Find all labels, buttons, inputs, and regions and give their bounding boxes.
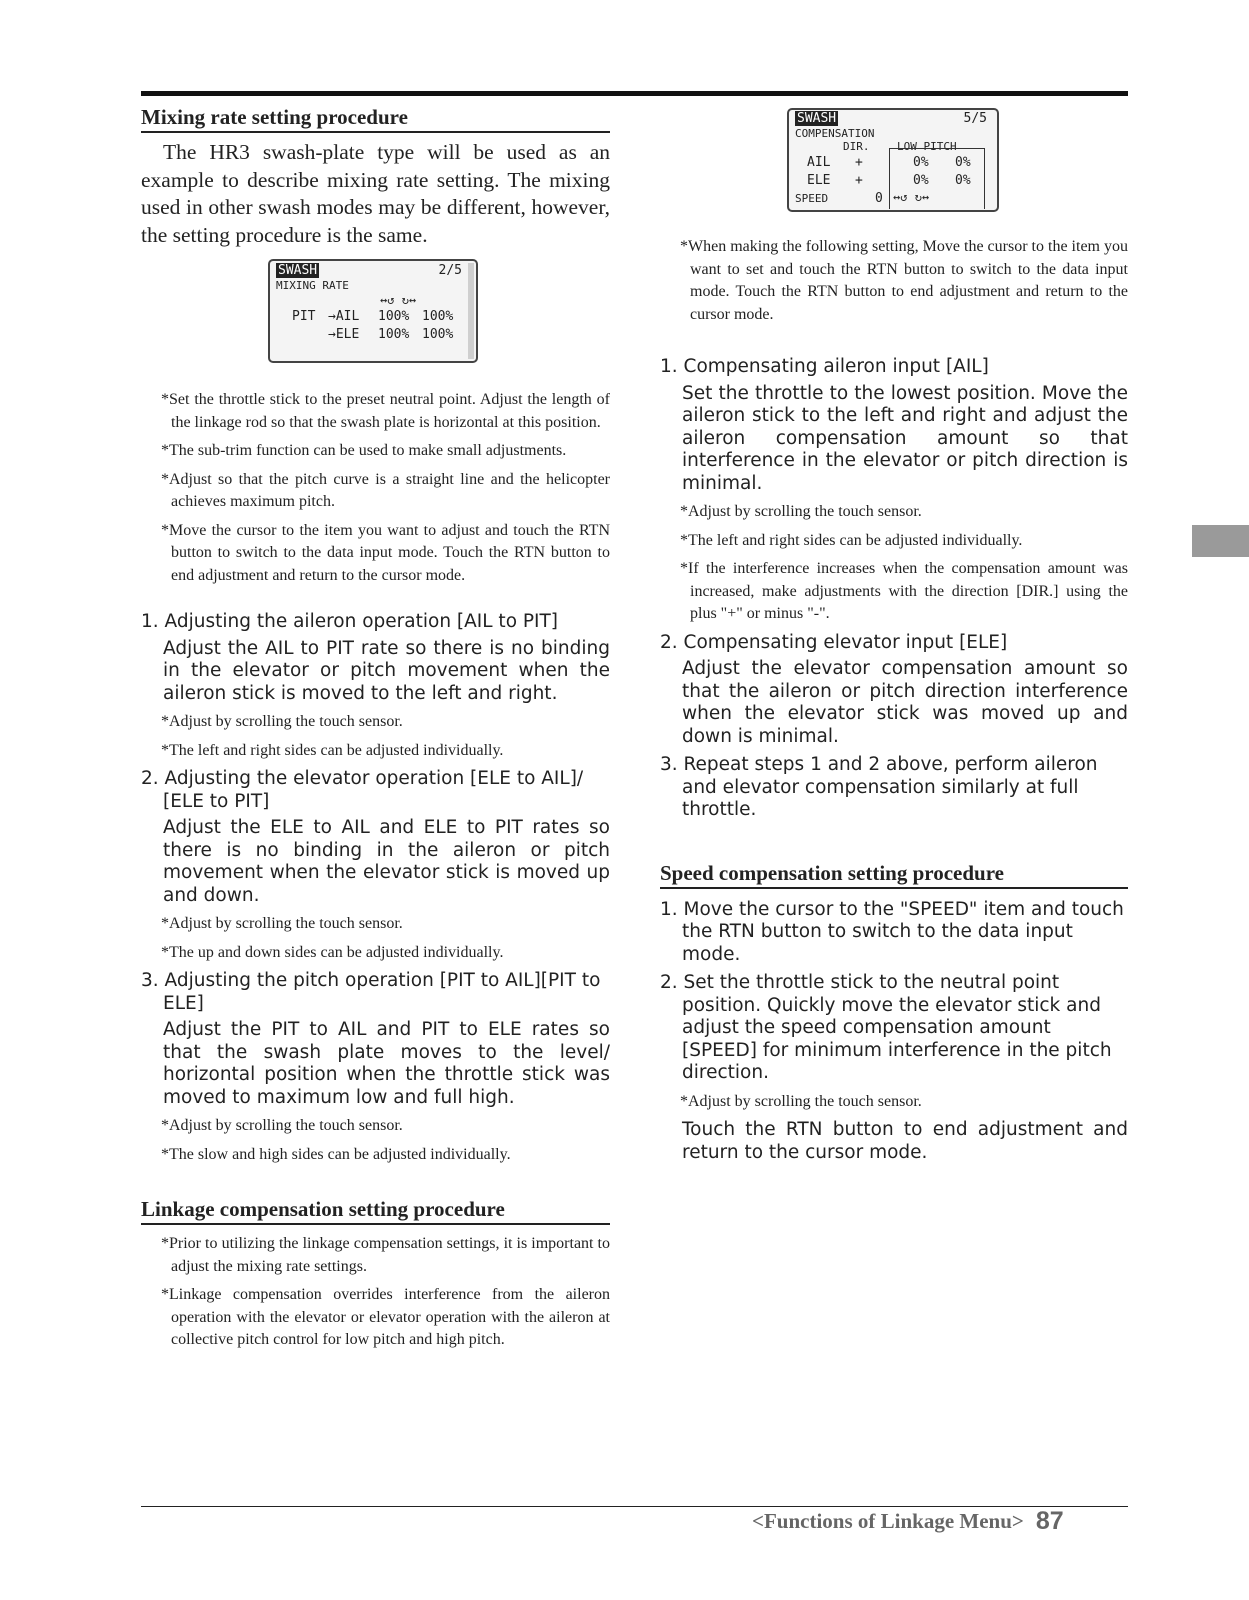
screen-scrollbar xyxy=(468,263,474,359)
screen-pit-ele-value-1: 100% xyxy=(378,327,410,342)
screen-page: 5/5 xyxy=(963,111,987,126)
screen-ail-target: →AIL xyxy=(328,309,360,324)
screen-direction-icons: ↔↺ ↻↔ xyxy=(893,190,930,204)
mixing-note: *Move the cursor to the item you want to adjust and touch the RTN button to switch to the data input mode. Touch the RTN button to end adjustment and return to the cursor mode. xyxy=(161,521,610,584)
screen-pit-ele-value-2: 100% xyxy=(422,327,454,342)
screen-ail-value-2: 0% xyxy=(955,155,971,170)
linkage-section-title: Linkage compensation setting procedure xyxy=(141,1196,610,1225)
screen-ail-dir: + xyxy=(855,155,863,170)
step-note: *The left and right sides can be adjusted individually. xyxy=(161,741,504,759)
compensation-screen xyxy=(787,108,999,212)
page-number: 87 xyxy=(1035,1506,1064,1535)
step-heading: 3. Repeat steps 1 and 2 above, perform aileron and elevator compensation similarly at full throttle. xyxy=(660,754,1098,820)
step-note: *Adjust by scrolling the touch sensor. xyxy=(161,1117,403,1134)
screen-ele-value-2: 0% xyxy=(955,173,971,188)
step-note: *Adjust by scrolling the touch sensor. xyxy=(161,713,403,730)
screen-direction-icons: ↔↺ ↻↔ xyxy=(380,293,417,307)
step-heading: 1. Move the cursor to the "SPEED" item and touch the RTN button to switch to the data input mode. xyxy=(660,898,1124,965)
step-body: Adjust the ELE to AIL and ELE to PIT rates so there is no binding in the aileron or pitch movement when the elevator stick is moved up and down. xyxy=(163,817,610,906)
step-body: Touch the RTN button to end adjustment and return to the cursor mode. xyxy=(682,1119,1128,1163)
step-heading: 1. Compensating aileron input [AIL] xyxy=(660,356,989,377)
screen-pit-ail-value-1: 100% xyxy=(378,309,410,324)
mixing-steps xyxy=(141,611,610,1166)
screen-pit-ail-value-2: 100% xyxy=(422,309,454,324)
mixing-note: *Adjust so that the pitch curve is a straight line and the helicopter achieves maximum pitch. xyxy=(161,470,610,510)
speed-section-title: Speed compensation setting procedure xyxy=(660,860,1128,889)
screen-tag: SWASH xyxy=(278,263,318,278)
side-tab-marker xyxy=(1192,525,1249,557)
screen-page: 2/5 xyxy=(438,263,462,278)
step-heading: 1. Adjusting the aileron operation [AIL to PIT] xyxy=(141,611,559,632)
screen-heading: COMPENSATION xyxy=(795,127,875,140)
right-column xyxy=(660,108,1128,1170)
screen-speed-label: SPEED xyxy=(795,192,829,205)
step-heading: 2. Compensating elevator input [ELE] xyxy=(660,631,1008,653)
screen-speed-value: 0 xyxy=(875,191,883,206)
step-note: *Adjust by scrolling the touch sensor. xyxy=(161,915,403,932)
screen-tag: SWASH xyxy=(797,111,837,126)
step-note: *Adjust by scrolling the touch sensor. xyxy=(680,503,922,520)
screen-low-pitch-column: LOW PITCH xyxy=(897,140,957,153)
step-note: *If the interference increases when the compensation amount was increased, make adjustments with the direction [DIR.] using the plus "+" or minus "-". xyxy=(680,560,1128,622)
screen-ail-label: AIL xyxy=(807,155,831,170)
right-intro-note: *When making the following setting, Move the cursor to the item you want to set and touch the RTN button to switch to the data input mode. Touch the RTN button to end adjustment and return to the cursor mode. xyxy=(680,238,1128,323)
footer-section-label: <Functions of Linkage Menu> xyxy=(752,1508,1024,1533)
screen-ele-target: →ELE xyxy=(328,327,360,342)
step-heading: 3. Adjusting the pitch operation [PIT to AIL][PIT to ELE] xyxy=(141,970,601,1014)
screen-ele-label: ELE xyxy=(807,173,831,188)
linkage-note: *Linkage compensation overrides interference from the aileron operation with the elevator or elevator operation with the aileron at collective pitch control for low pitch and high pitch. xyxy=(161,1286,610,1348)
page-footer xyxy=(752,1506,1064,1536)
linkage-notes xyxy=(141,1233,610,1352)
screen-value-frame xyxy=(889,148,985,209)
linkage-note: *Prior to utilizing the linkage compensation settings, it is important to adjust the mixing rate settings. xyxy=(161,1235,610,1275)
step-body: Adjust the elevator compensation amount so that the aileron or pitch direction interference when the elevator stick was moved up and down is minimal. xyxy=(682,658,1128,747)
compensation-steps xyxy=(660,356,1128,822)
mixing-intro: The HR3 swash-plate type will be used as an example to describe mixing rate setting. The mixing used in other swash modes may be different, however, the setting procedure is the same. xyxy=(141,140,610,247)
screen-ele-value-1: 0% xyxy=(913,173,929,188)
step-body: Set the throttle to the lowest position. Move the aileron stick to the left and right and adjust the aileron compensation amount so that interference in the elevator or pitch direction is minimal. xyxy=(682,382,1128,494)
screen-ele-dir: + xyxy=(855,173,863,188)
step-note: *The slow and high sides can be adjusted individually. xyxy=(161,1145,511,1163)
left-column xyxy=(141,104,610,1358)
step-heading: 2. Adjusting the elevator operation [ELE to AIL]/ [ELE to PIT] xyxy=(141,768,584,812)
screen-pit-label: PIT xyxy=(292,309,316,324)
step-note: *The up and down sides can be adjusted individually. xyxy=(161,943,504,961)
step-body: Adjust the PIT to AIL and PIT to ELE rates so that the swash plate moves to the level/ horizontal position when the throttle stick was moved to maximum low and full high. xyxy=(163,1019,610,1108)
screen-dir-column: DIR. xyxy=(843,140,870,153)
step-note: *Adjust by scrolling the touch sensor. xyxy=(680,1092,922,1110)
screen-heading: MIXING RATE xyxy=(276,279,349,292)
step-body: Adjust the AIL to PIT rate so there is no binding in the elevator or pitch movement when the aileron stick is moved to the left and right. xyxy=(163,637,610,704)
step-heading: 2. Set the throttle stick to the neutral point position. Quickly move the elevator stick and adjust the speed compensation amount [SPEED] for minimum interference in the pitch direction. xyxy=(660,972,1112,1083)
screen-ail-value-1: 0% xyxy=(913,155,929,170)
step-note: *The left and right sides can be adjusted individually. xyxy=(680,531,1023,549)
mixing-rate-screen xyxy=(268,259,478,363)
mixing-section-title: Mixing rate setting procedure xyxy=(141,104,610,133)
mixing-notes xyxy=(141,389,610,587)
top-rule xyxy=(141,91,1128,96)
mixing-note: *The sub-trim function can be used to make small adjustments. xyxy=(161,442,567,459)
mixing-note: *Set the throttle stick to the preset neutral point. Adjust the length of the linkage rod so that the swash plate is horizontal at this position. xyxy=(161,391,610,431)
speed-steps xyxy=(660,899,1128,1165)
